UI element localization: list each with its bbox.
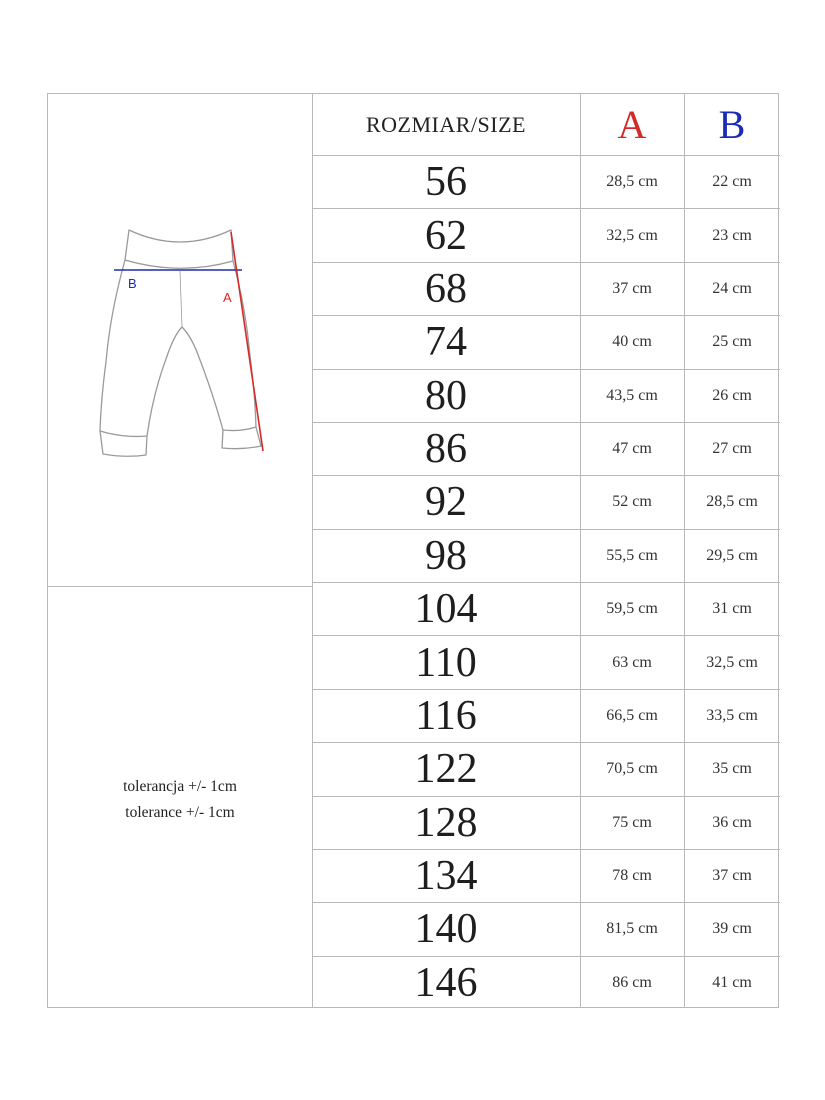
measure-a-cell: 70,5 cm — [606, 760, 658, 778]
measure-a-cell: 47 cm — [612, 440, 652, 458]
size-cell: 122 — [414, 746, 478, 793]
tolerance-notes — [48, 774, 312, 826]
measure-b-cell: 37 cm — [712, 867, 752, 885]
measure-a-cell: 59,5 cm — [606, 600, 658, 618]
size-cell: 104 — [414, 586, 478, 633]
pants-diagram — [48, 94, 312, 586]
size-cell: 80 — [425, 372, 467, 419]
size-cell: 116 — [415, 692, 477, 739]
measure-b-header: B — [718, 102, 746, 147]
measure-a-cell: 55,5 cm — [606, 546, 658, 564]
measure-b-cell: 41 cm — [712, 973, 752, 991]
measure-b-cell: 32,5 cm — [706, 653, 758, 671]
measure-b-cell: 22 cm — [712, 173, 752, 191]
measure-a-cell: 37 cm — [612, 279, 652, 297]
size-cell: 74 — [425, 319, 467, 366]
measure-b-cell: 35 cm — [712, 760, 752, 778]
measure-b-cell: 29,5 cm — [706, 546, 758, 564]
measure-a-cell: 75 cm — [612, 813, 652, 831]
measure-b-cell: 24 cm — [712, 279, 752, 297]
measure-a-cell: 78 cm — [612, 867, 652, 885]
size-cell: 62 — [425, 212, 467, 259]
measure-b-cell: 39 cm — [712, 920, 752, 938]
size-cell: 98 — [425, 532, 467, 579]
size-cell: 86 — [425, 426, 467, 473]
measure-a-cell: 43,5 cm — [606, 386, 658, 404]
grid-divider — [48, 586, 312, 587]
measure-b-cell: 27 cm — [712, 440, 752, 458]
size-chart-table — [47, 93, 779, 1008]
tolerance-note-en: tolerance +/- 1cm — [125, 804, 235, 821]
measure-b-cell: 23 cm — [712, 226, 752, 244]
size-cell: 92 — [425, 479, 467, 526]
measure-a-cell: 66,5 cm — [606, 706, 658, 724]
measure-b-cell: 28,5 cm — [706, 493, 758, 511]
measure-a-line — [231, 232, 263, 451]
size-cell: 110 — [415, 639, 477, 686]
size-column-header: ROZMIAR/SIZE — [366, 111, 526, 137]
measure-b-cell: 26 cm — [712, 386, 752, 404]
size-cell: 68 — [425, 265, 467, 312]
measure-a-cell: 52 cm — [612, 493, 652, 511]
measure-a-cell: 63 cm — [612, 653, 652, 671]
measure-b-cell: 25 cm — [712, 333, 752, 351]
diagram-label-a: A — [223, 290, 232, 305]
measure-b-cell: 31 cm — [712, 600, 752, 618]
measure-b-cell: 33,5 cm — [706, 706, 758, 724]
measure-a-cell: 32,5 cm — [606, 226, 658, 244]
measure-a-cell: 40 cm — [612, 333, 652, 351]
measure-b-cell: 36 cm — [712, 813, 752, 831]
measure-a-cell: 81,5 cm — [606, 920, 658, 938]
measure-a-cell: 86 cm — [612, 973, 652, 991]
size-cell: 140 — [414, 906, 478, 953]
size-cell: 146 — [414, 959, 478, 1006]
measure-a-header: A — [617, 102, 647, 147]
measure-a-cell: 28,5 cm — [606, 173, 658, 191]
size-cell: 134 — [414, 853, 478, 900]
size-cell: 56 — [425, 159, 467, 206]
size-cell: 128 — [414, 799, 478, 846]
diagram-label-b: B — [128, 276, 137, 291]
tolerance-note-pl: tolerancja +/- 1cm — [123, 778, 237, 795]
